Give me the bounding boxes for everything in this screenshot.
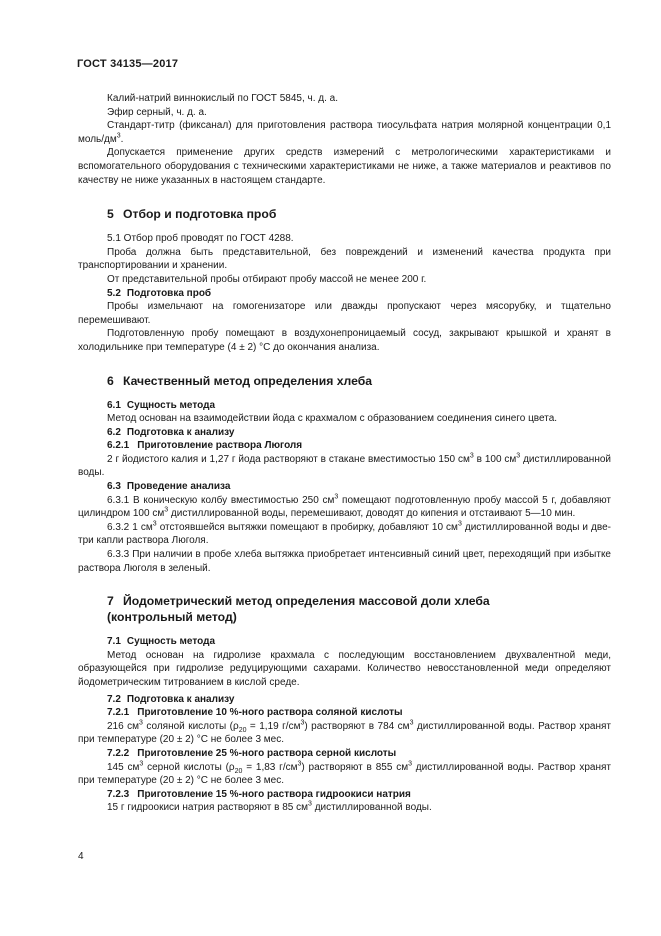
- paragraph: 145 $см^3$ серной кислоты ($\rho_{20} = 1,83$ $г/см^3$) растворяют в 855 $см^3$ дистиллированной воды. Раствор хранят при температуре (20 ± 2) °С не более 3 мес.: [78, 760, 611, 787]
- subsection-heading: 6.2.1 Приготовление раствора Люголя: [107, 440, 303, 452]
- paragraph: 5.1 Отбор проб проводят по ГОСТ 4288.: [107, 233, 294, 245]
- subsection-heading: 5.2 Подготовка проб: [107, 287, 212, 299]
- paragraph: 216 $см^3$ соляной кислоты ($\rho_{20} = 1,19$ $г/см^3$) растворяют в 784 $см^3$ дистиллированной воды. Раствор хранят при температуре (20 ± 2) °С не более 3 мес.: [78, 719, 611, 746]
- doc-header: ГОСТ 34135—2017: [77, 58, 179, 70]
- paragraph: Пробы измельчают на гомогенизаторе или дважды пропускают через мясорубку, и тщательно перемешивают.: [78, 301, 611, 326]
- paragraph: 15 г гидроокиси натрия растворяют в 85 $см^3$ дистиллированной воды.: [107, 801, 432, 814]
- reagent-line: Стандарт-титр (фиксанал) для приготовления раствора тиосульфата натрия молярной концентрации 0,1 моль/$дм^3$.: [78, 120, 611, 145]
- paragraph: 6.3.2 1 $см^3$ отстоявшейся вытяжки помещают в пробирку, добавляют 10 $см^3$ дистиллированной воды и две-три капли раствора Люголя.: [78, 520, 611, 547]
- subsection-heading: 7.2.1 Приготовление 10 %-ного раствора соляной кислоты: [107, 707, 403, 719]
- paragraph: От представительной пробы отбирают пробу массой не менее 200 г.: [107, 273, 427, 285]
- subsection-heading: 6.1 Сущность метода: [107, 399, 216, 411]
- paragraph: Подготовленную пробу помещают в воздухонепроницаемый сосуд, закрывают крышкой и хранят в холодильнике при температуре (4 ± 2) °С до окончания анализа.: [78, 328, 611, 353]
- section-heading: 5 Отбор и подготовка проб: [107, 207, 277, 222]
- paragraph: Метод основан на взаимодействии йода с крахмалом с образованием соединения синего цвета.: [107, 413, 558, 425]
- paragraph: Проба должна быть представительной, без повреждений и изменений качества продукта при транспортировании и хранении.: [78, 246, 611, 272]
- paragraph: 2 г йодистого калия и 1,27 г йода растворяют в стакане вместимостью 150 $см^3$ в 100 $см^3$ дистиллированной воды.: [78, 452, 611, 479]
- subsection-heading: 7.2.2 Приготовление 25 %-ного раствора серной кислоты: [107, 747, 397, 759]
- reagent-line: Калий-натрий виннокислый по ГОСТ 5845, ч. д. а.: [107, 93, 338, 104]
- paragraph: 6.3.3 При наличии в пробе хлеба вытяжка приобретает интенсивный синий цвет, переходящий при избытке раствора Люголя в зеленый.: [78, 549, 611, 574]
- paragraph: Метод основан на гидролизе крахмала с последующим восстановлением двухвалентной меди, образующейся при гидролизе редуцирующими сахарами. Количество невосстановленной меди определяют йодометрическим титрованием в кислой среде.: [78, 649, 611, 688]
- page-body: [78, 92, 611, 815]
- subsection-heading: 6.2 Подготовка к анализу: [107, 426, 235, 438]
- subsection-heading: 7.2 Подготовка к анализу: [107, 693, 235, 705]
- section-heading: 7 Йодометрический метод определения массовой доли хлеба (контрольный метод): [107, 594, 490, 625]
- section-heading: 6 Качественный метод определения хлеба: [107, 373, 373, 388]
- subsection-heading: 6.3 Проведение анализа: [107, 481, 231, 493]
- reagent-line: Эфир серный, ч. д. а.: [107, 106, 207, 118]
- paragraph: 6.3.1 В коническую колбу вместимостью 250 $см^3$ помещают подготовленную пробу массой 5 г, добавляют цилиндром 100 $см^3$ дистиллированной воды, перемешивают, доводят до кипения и отстаивают 5—10 мин.: [78, 493, 611, 520]
- subsection-heading: 7.2.3 Приготовление 15 %-ного раствора гидроокиси натрия: [107, 788, 411, 800]
- paragraph: Допускается применение других средств измерений с метрологическими характеристиками и вспомогательного оборудования с техническими характеристиками не ниже, а также материалов и реактивов по качеству не ниже указанных в настоящем стандарте.: [78, 147, 611, 186]
- page-number: 4: [78, 851, 84, 862]
- subsection-heading: 7.1 Сущность метода: [107, 636, 216, 648]
